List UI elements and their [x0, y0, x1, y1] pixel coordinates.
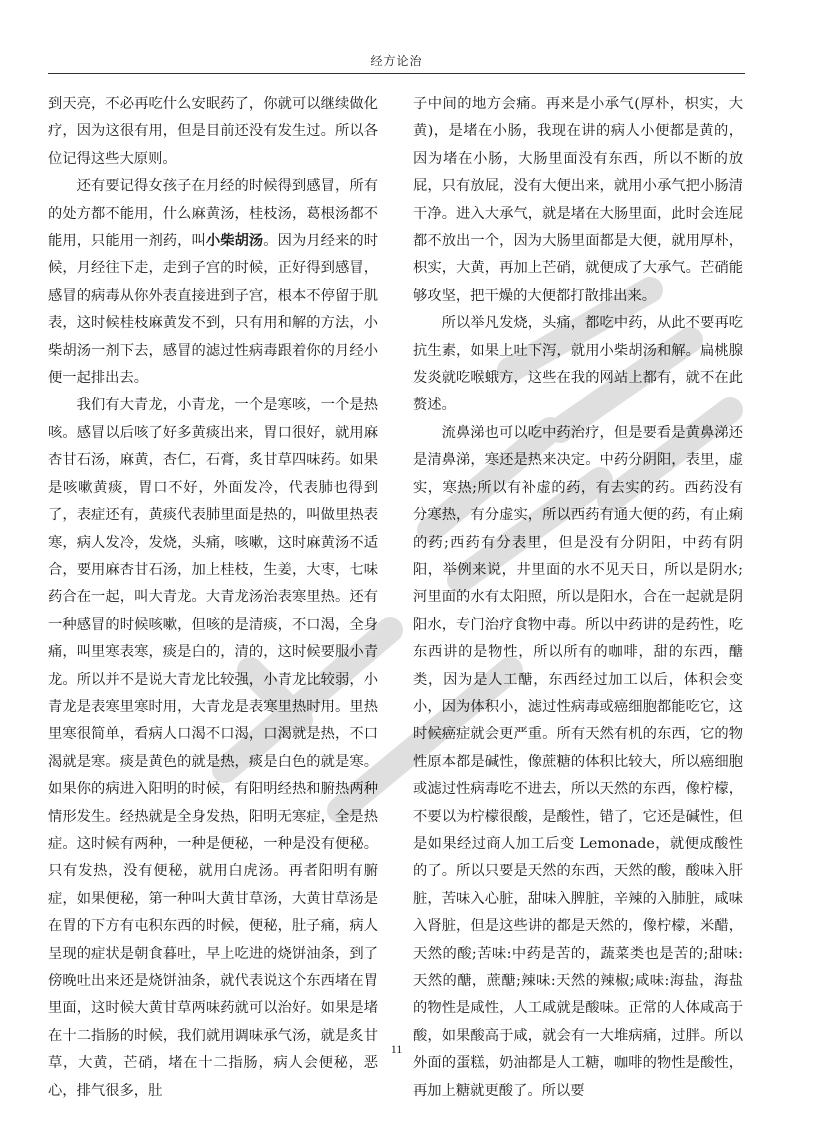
left-paragraph-2	[48, 173, 378, 392]
paragraph-text: 还有要记得女孩子在月经的时候得到感冒，所有的处方都不能用，什么麻黄汤，桂枝汤，葛根汤都不能用，只能用一剂药，叫	[48, 178, 378, 250]
left-paragraph-3: 我们有大青龙，小青龙，一个是寒咳，一个是热咳。感冒以后咳了好多黄痰出来，胃口很好，就用麻杏甘石汤，麻黄，杏仁，石膏，炙甘草四味药。如果是咳嗽黄痰，胃口不好，外面发冷，代表肺也得到了，表症还有，黄痰代表肺里面是热的，叫做里热表寒，病人发冷，发烧，头痛，咳嗽，这时麻黄汤不适合，要用麻杏甘石汤，加上桂枝，生姜，大枣，七味药合在一起，叫大青龙。大青龙汤治表寒里热。还有一种感冒的时候咳嗽，但咳的是清痰，不口渴，全身痛，叫里寒表寒，痰是白的，清的，这时候要服小青龙。所以并不是说大青龙比较强，小青龙比较弱，小青龙是表寒里寒时用，大青龙是表寒里热时用。里热里寒很简单，看病人口渴不口渴，口渴就是热，不口渴就是寒。痰是黄色的就是热，痰是白色的就是寒。如果你的病进入阳明的时候，有阳明经热和腑热两种情形发生。经热就是全身发热，阳明无寒症，全是热症。这时候有两种，一种是便秘，一种是没有便秘。只有发热，没有便秘，就用白虎汤。再者阳明有腑症，如果便秘，第一种叫大黄甘草汤，大黄甘草汤是在胃的下方有屯积东西的时候，便秘，肚子痛，病人呈现的症状是朝食暮吐，早上吃进的烧饼油条，到了傍晚吐出来还是烧饼油条，就代表说这个东西堵在胃里面，这时候大黄甘草两味药就可以治好。如果是堵在十二指肠的时候，我们就用调味承气汤，就是炙甘草，大黄，芒硝，堵在十二指肠，病人会便秘，恶心，排气很多，肚	[48, 397, 378, 1099]
right-paragraph-2: 所以举凡发烧，头痛，都吃中药，从此不要再吃抗生素，如果上吐下泻，就用小柴胡汤和解。扁桃腺发炎就吃喉蛾方，这些在我的网站上都有，就不在此赘述。	[413, 315, 743, 414]
right-paragraph-1: 子中间的地方会痛。再来是小承气(厚朴，枳实，大黄)，是堵在小肠，我现在讲的病人小便都是黄的，因为堵在小肠，大肠里面没有东西，所以不断的放屁，只有放屁，没有大便出来，就用小承气把小肠清干净。进入大承气，就是堵在大肠里面，此时会连屁都不放出一个，因为大肠里面都是大便，就用厚朴，枳实，大黄，再加上芒硝，就便成了大承气。芒硝能够攻坚，把干燥的大便都打散排出来。	[413, 96, 743, 304]
left-column	[48, 91, 379, 1099]
bold-term: 小柴胡汤	[205, 233, 264, 250]
left-paragraph-1: 到天亮，不必再吃什么安眠药了，你就可以继续做化疗，因为这很有用，但是目前还没有发生过。所以各位记得这些大原则。	[48, 96, 378, 167]
running-header: 经方论治	[370, 54, 423, 68]
page-number: 11	[390, 1042, 403, 1056]
right-column	[413, 91, 743, 1099]
header-divider	[48, 73, 745, 74]
paragraph-text: 。因为月经来的时候，月经往下走，走到子宫的时候，正好得到感冒，感冒的病毒从你外表直接进到子宫，根本不停留于肌表，这时候桂枝麻黄发不到，只有用和解的方法，小柴胡汤一剂下去，感冒的滤过性病毒跟着你的月经小便一起排出去。	[48, 233, 379, 387]
right-paragraph-3: 流鼻涕也可以吃中药治疗，但是要看是黄鼻涕还是清鼻涕，寒还是热来决定。中药分阴阳，表里，虚实，寒热;所以有补虚的药，有去实的药。西药没有分寒热，有分虚实，所以西药有通大便的药，有止痢的药;西药有分表里，但是没有分阴阳，中药有阴阳，举例来说，井里面的水不见天日，所以是阴水;河里面的水有太阳照，所以是阳水，合在一起就是阴阳水，专门治疗食物中毒。所以中药讲的是药性，吃东西讲的是物性，所以所有的咖啡，甜的东西，醣类，因为是人工醣，东西经过加工以后，体积会变小，因为体积小，滤过性病毒或癌细胞都能吃它，这时候癌症就会更严重。所有天然有机的东西，它的物性原本都是碱性，像蔗糖的体积比较大，所以癌细胞或滤过性病毒吃不进去，所以天然的东西，像柠檬，不要以为柠檬很酸，是酸性，错了，它还是碱性，但是如果经过商人加工后变 Lemonade，就便成酸性的了。所以只要是天然的东西，天然的酸，酸味入肝脏，苦味入心脏，甜味入脾脏，辛辣的入肺脏，咸味入肾脏，但是这些讲的都是天然的，像柠檬，米醋，天然的酸;苦味:中药是苦的，蔬菜类也是苦的;甜味:天然的醣，蔗醣;辣味:天然的辣椒;咸味:海盐，海盐的物性是咸性，人工咸就是酸味。正常的人体咸高于酸，如果酸高于咸，就会有一大堆病痛，过胖。所以外面的蛋糕，奶油都是人工糖，咖啡的物性是酸性，再加上糖就更酸了。所以要	[413, 424, 743, 1099]
